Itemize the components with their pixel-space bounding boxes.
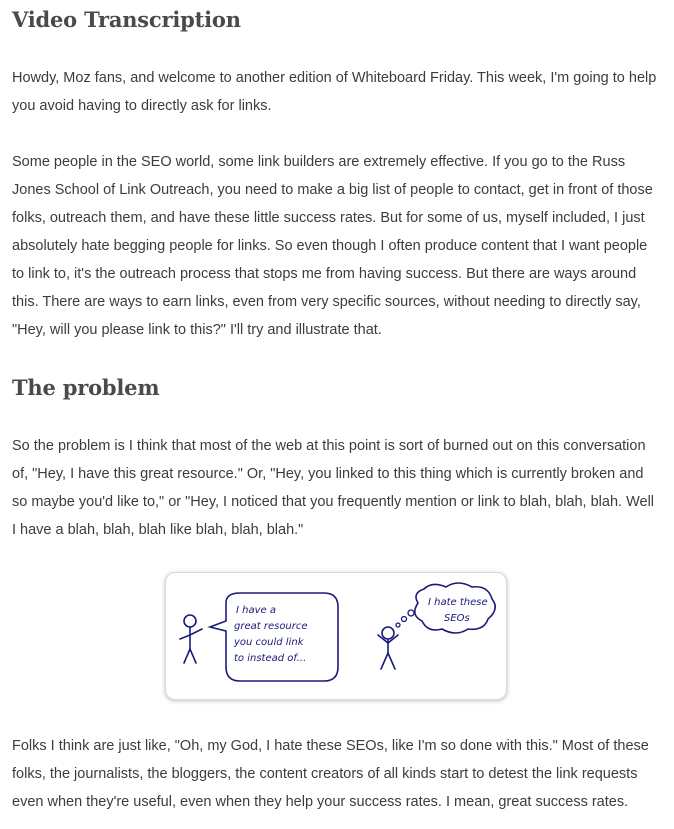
stick-figure-drawing: [166, 573, 506, 699]
paragraph-problem: So the problem is I think that most of the web at this point is sort of burned out on this conversation of, "Hey, I have this great resource." Or, "Hey, you linked to this thing which is currently broken and so maybe you'd like to," or "Hey, I noticed that you frequently mention or link to blah, blah, blah. Well I have a blah, blah, blah like blah, blah, blah.": [12, 438, 655, 538]
section-heading-the-problem: The problem: [12, 375, 160, 400]
section-heading-video-transcription: Video Transcription: [12, 7, 241, 32]
seo-stick-figure: [180, 615, 202, 663]
journalist-stick-figure: [378, 627, 398, 669]
whiteboard-illustration: [165, 572, 507, 700]
paragraph-folks: Folks I think are just like, "Oh, my God, I hate these SEOs, like I'm so done with this." Most of these folks, the journalists, the bloggers, the content creators of all kinds start to detest the link requests even when they're useful, even when they help your success rates. I mean, great success rates.: [12, 738, 649, 810]
thought-line-2: SEOs: [444, 613, 470, 624]
speech-line-2: great resource: [234, 621, 308, 632]
speech-line-1: I have a: [236, 605, 276, 616]
thought-dots: [396, 610, 414, 627]
speech-line-3: you could link: [234, 637, 304, 648]
paragraph-link-builders: Some people in the SEO world, some link builders are extremely effective. If you go to the Russ Jones School of Link Outreach, you need to make a big list of people to contact, get in front of those folks, outreach them, and have these little success rates. But for some of us, myself included, I just absolutely hate begging people for links. So even though I often produce content that I want people to link to, it's the outreach process that stops me from having success. But there are ways around this. There are ways to earn links, even from very specific sources, without needing to directly say, "Hey, will you please link to this?" I'll try and illustrate that.: [12, 154, 653, 338]
paragraph-intro: Howdy, Moz fans, and welcome to another edition of Whiteboard Friday. This week, I'm going to help you avoid having to directly ask for links.: [12, 70, 657, 114]
speech-line-4: to instead of...: [234, 653, 307, 664]
thought-line-1: I hate these: [428, 597, 488, 608]
thought-bubble: [415, 583, 495, 633]
